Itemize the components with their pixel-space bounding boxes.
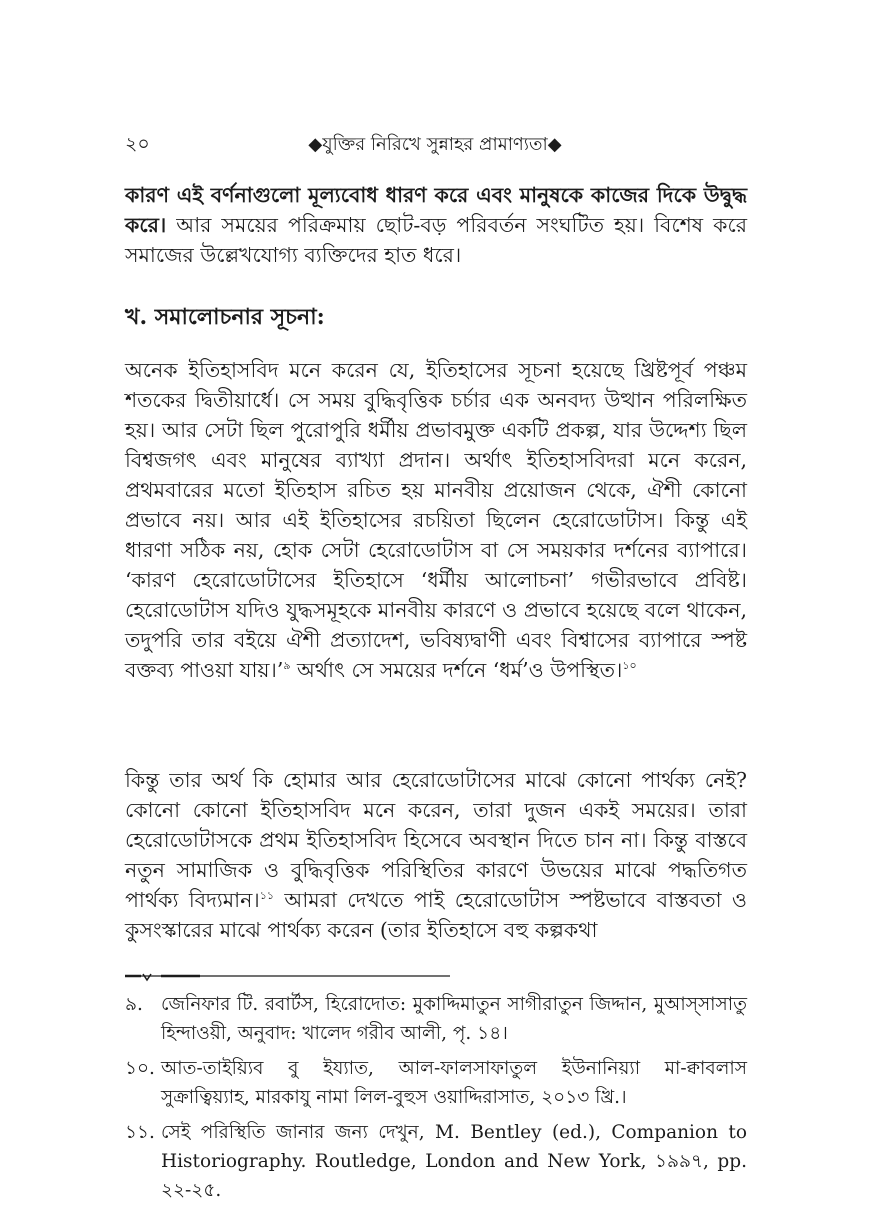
footnote-divider bbox=[125, 970, 450, 984]
footnote-number: ১১. bbox=[125, 1122, 155, 1143]
paragraph-3-rest: আমরা দেখতে পাই হেরোডোটাস স্পষ্টভাবে বাস্তবতা ও কুসংস্কারের মাঝে পার্থক্য করেন (তার ইতিহাসে বহু কল্পকথা bbox=[125, 888, 747, 942]
page-number: ২০ bbox=[125, 133, 150, 155]
footnote-10 bbox=[125, 1054, 747, 1112]
running-title: ◆যুক্তির নিরিখে সুন্নাহর প্রামাণ্যতা◆ bbox=[308, 134, 562, 155]
footnote-number: ১০. bbox=[125, 1058, 155, 1079]
footnote-text: সেই পরিস্থিতি জানার জন্য দেখুন, M. Bentley (ed.), Companion to Historiography. Routledge, London and New York, ১৯৯৭, pp. ২২-২৫. bbox=[161, 1122, 747, 1201]
footnote-11 bbox=[125, 1118, 747, 1205]
running-header bbox=[125, 130, 745, 156]
footnote-text: জেনিফার টি. রবার্টস, হিরোদোত: মুকাদ্দিমাতুন সাগীরাতুন জিদ্দান, মুআস্সাসাতু হিন্দাওয়ী, অনুবাদ: খালেদ গরীব আলী, পৃ. ১৪। bbox=[161, 994, 747, 1044]
paragraph-3 bbox=[125, 765, 747, 945]
paragraph-2-text: অনেক ইতিহাসবিদ মনে করেন যে, ইতিহাসের সূচনা হয়েছে খ্রিষ্টপূর্ব পঞ্চম শতকের দ্বিতীয়ার্ধে। সে সময় বুদ্ধিবৃত্তিক চর্চার এক অনবদ্য উত্থান পরিলক্ষিত হয়। আর সেটা ছিল পুরোপুরি ধর্মীয় প্রভাবমুক্ত একটি প্রকল্প, যার উদ্দেশ্য ছিল বিশ্বজগৎ এবং মানুষের ব্যাখ্যা প্রদান। অর্থাৎ ইতিহাসবিদরা মনে করেন, প্রথমবারের মতো ইতিহাস রচিত হয় মানবীয় প্রয়োজন থেকে, ঐশী কোনো প্রভাবে নয়। আর এই ইতিহাসের রচয়িতা ছিলেন হেরোডোটাস। কিন্তু এই ধারণা সঠিক নয়, হোক সেটা হেরোডোটাস বা সে সময়কার দর্শনের ব্যাপারে। ‘কারণ হেরোডোটাসের ইতিহাসে ‘ধর্মীয় আলোচনা’ গভীরভাবে প্রবিষ্ট। হেরোডোটাস যদিও যুদ্ধসমূহকে মানবীয় কারণে ও প্রভাবে হয়েছে বলে থাকেন, তদুপরি তার বইয়ে ঐশী প্রত্যাদেশ, ভবিষ্যদ্বাণী এবং বিশ্বাসের ব্যাপারে স্পষ্ট বক্তব্য পাওয়া যায়।’ bbox=[125, 358, 747, 682]
footnote-9 bbox=[125, 990, 747, 1048]
section-heading: খ. সমালোচনার সূচনা: bbox=[125, 304, 325, 330]
footnote-ref-10[interactable]: ১০ bbox=[622, 659, 637, 673]
footnotes bbox=[125, 990, 747, 1211]
paragraph-3-text: কিন্তু তার অর্থ কি হোমার আর হেরোডোটাসের মাঝে কোনো পার্থক্য নেই? কোনো কোনো ইতিহাসবিদ মনে করেন, তারা দুজন একই সময়ের। তারা হেরোডোটাসকে প্রথম ইতিহাসবিদ হিসেবে অবস্থান দিতে চান না। কিন্তু বাস্তবে নতুন সামাজিক ও বুদ্ধিবৃত্তিক পরিস্থিতির কারণে উভয়ের মাঝে পদ্ধতিগত পার্থক্য বিদ্যমান। bbox=[125, 768, 747, 912]
paragraph-2-mid: অর্থাৎ সে সময়ের দর্শনে ‘ধর্ম’ও উপস্থিত। bbox=[290, 658, 623, 682]
footnote-ref-9[interactable]: ৯ bbox=[283, 659, 291, 673]
footnote-ref-11[interactable]: ১১ bbox=[259, 889, 274, 903]
footnote-text: আত-তাইয়্যিব বু ইয্যাত, আল-ফালসাফাতুল ইউনানিয়্যা মা-ক্বাবলাস সুক্রাত্বিয়্যাহ, মারকাযু নামা লিল-বুহুস ওয়াদ্দিরাসাত, ২০১৩ খ্রি.। bbox=[161, 1058, 747, 1108]
paragraph-1 bbox=[125, 180, 747, 270]
footnote-number: ৯. bbox=[125, 994, 143, 1015]
paragraph-2 bbox=[125, 355, 747, 685]
paragraph-1-rest: আর সময়ের পরিক্রমায় ছোট-বড় পরিবর্তন সংঘটিত হয়। বিশেষ করে সমাজের উল্লেখযোগ্য ব্যক্তিদের হাত ধরে। bbox=[125, 213, 747, 267]
bold-sentence: কারণ এই বর্ণনাগুলো মূল্যবোধ ধারণ করে এবং মানুষকে কাজের দিকে উদ্বুদ্ধ করে। bbox=[125, 183, 747, 237]
